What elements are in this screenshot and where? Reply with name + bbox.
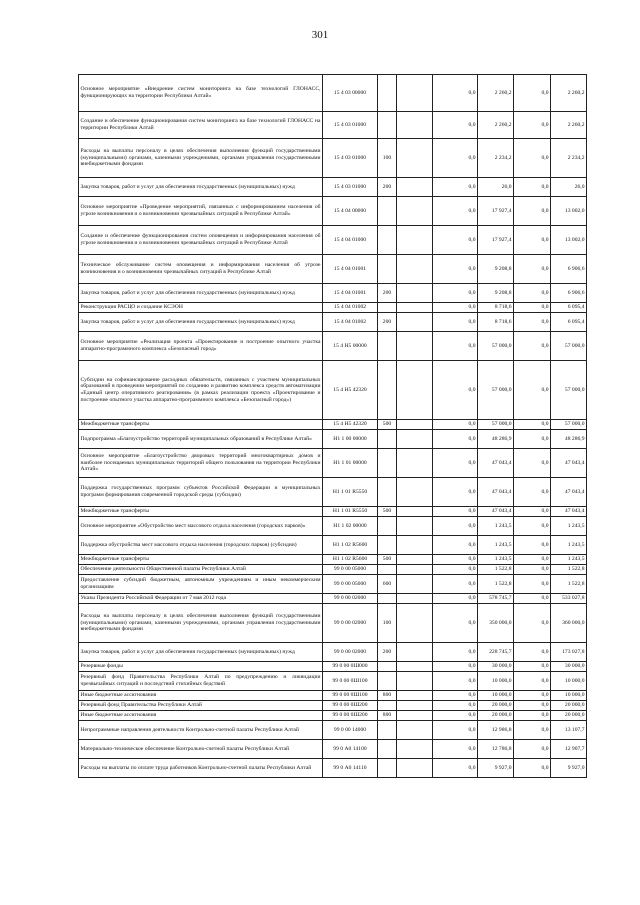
target-code: 15 4 Н5 00000 xyxy=(323,332,378,361)
row-name: Межбюджетные трансферты xyxy=(79,555,323,565)
table-row xyxy=(79,178,587,197)
row-name: Основное мероприятие «Обустройство мест массового отдыха населения (городских парков)» xyxy=(79,517,323,536)
table-row xyxy=(79,759,587,778)
row-name: Закупка товаров, работ и услуг для обеспечения государственных (муниципальных) нужд xyxy=(79,284,323,303)
budget-table xyxy=(78,74,587,778)
amount-year-2: 1 522,8 xyxy=(551,575,587,594)
target-code: Н1 1 02 R5600 xyxy=(323,536,378,555)
column-b-value: 0,0 xyxy=(433,565,478,575)
column-d-value: 0,0 xyxy=(514,313,551,332)
amount-year-1: 20 000,0 xyxy=(478,711,514,721)
amount-year-1: 57 000,0 xyxy=(478,361,514,420)
amount-year-1: 9 208,8 xyxy=(478,255,514,284)
target-code: 15 4 04 00000 xyxy=(323,197,378,226)
column-a-value xyxy=(397,507,433,517)
column-a-value xyxy=(397,112,433,139)
target-code: 99 0 00 0Ш100 xyxy=(323,691,378,701)
amount-year-2: 13 107,7 xyxy=(551,721,587,740)
column-d-value: 0,0 xyxy=(514,75,551,112)
expense-type xyxy=(378,75,397,112)
column-a-value xyxy=(397,575,433,594)
target-code: 15 4 03 01000 xyxy=(323,178,378,197)
expense-type: 600 xyxy=(378,575,397,594)
column-d-value: 0,0 xyxy=(514,565,551,575)
column-d-value: 0,0 xyxy=(514,643,551,662)
column-b-value: 0,0 xyxy=(433,672,478,691)
expense-type xyxy=(378,517,397,536)
expense-type: 200 xyxy=(378,284,397,303)
column-d-value: 0,0 xyxy=(514,536,551,555)
table-row xyxy=(79,691,587,701)
amount-year-2: 6 906,6 xyxy=(551,255,587,284)
expense-type xyxy=(378,303,397,313)
target-code: Н1 1 02 00000 xyxy=(323,517,378,536)
amount-year-1: 48 286,9 xyxy=(478,430,514,449)
amount-year-1: 57 000,0 xyxy=(478,332,514,361)
expense-type: 800 xyxy=(378,711,397,721)
column-b-value: 0,0 xyxy=(433,507,478,517)
amount-year-1: 10 000,0 xyxy=(478,672,514,691)
column-b-value: 0,0 xyxy=(433,361,478,420)
table-row xyxy=(79,740,587,759)
column-d-value: 0,0 xyxy=(514,759,551,778)
amount-year-1: 8 718,6 xyxy=(478,303,514,313)
expense-type xyxy=(378,565,397,575)
expense-type xyxy=(378,721,397,740)
table-row xyxy=(79,430,587,449)
column-a-value xyxy=(397,643,433,662)
expense-type xyxy=(378,759,397,778)
row-name: Закупка товаров, работ и услуг для обеспечения государственных (муниципальных) нужд xyxy=(79,313,323,332)
column-d-value: 0,0 xyxy=(514,594,551,604)
amount-year-2: 6 095,4 xyxy=(551,303,587,313)
expense-type xyxy=(378,740,397,759)
table-row xyxy=(79,332,587,361)
column-b-value: 0,0 xyxy=(433,604,478,643)
amount-year-2: 12 907,7 xyxy=(551,740,587,759)
amount-year-2: 10 000,0 xyxy=(551,672,587,691)
column-d-value: 0,0 xyxy=(514,740,551,759)
target-code: 15 4 Н5 42320 xyxy=(323,361,378,420)
row-name: Создание и обеспечение функционирования систем оповещения и информирования населения об угрозе возникновения и о возникновении чрезвычайных ситуаций в Республике Алтай xyxy=(79,226,323,255)
column-b-value: 0,0 xyxy=(433,430,478,449)
column-b-value: 0,0 xyxy=(433,420,478,430)
amount-year-2: 2 234,2 xyxy=(551,139,587,178)
amount-year-1: 350 000,0 xyxy=(478,604,514,643)
table-row xyxy=(79,701,587,711)
column-d-value: 0,0 xyxy=(514,507,551,517)
column-a-value xyxy=(397,740,433,759)
row-name: Создание и обеспечение функционирования систем мониторинга на базе технологий ГЛОНАСС на территории Республики Алтай xyxy=(79,112,323,139)
target-code: 15 4 03 00000 xyxy=(323,75,378,112)
amount-year-2: 13 002,0 xyxy=(551,226,587,255)
expense-type: 200 xyxy=(378,313,397,332)
column-d-value: 0,0 xyxy=(514,517,551,536)
target-code: 15 4 04 01000 xyxy=(323,226,378,255)
amount-year-1: 2 260,2 xyxy=(478,112,514,139)
column-a-value xyxy=(397,759,433,778)
expense-type: 800 xyxy=(378,691,397,701)
target-code: 15 4 04 01001 xyxy=(323,284,378,303)
table-row xyxy=(79,721,587,740)
table-row xyxy=(79,672,587,691)
amount-year-2: 173 027,8 xyxy=(551,643,587,662)
column-d-value: 0,0 xyxy=(514,112,551,139)
column-b-value: 0,0 xyxy=(433,536,478,555)
row-name: Указы Президента Российской Федерации от 7 мая 2012 года xyxy=(79,594,323,604)
row-name: Основное мероприятие «Проведение мероприятий, связанных с информированием населения об угрозе возникновения и о возникновении чрезвычайных ситуаций в Республике Алтай» xyxy=(79,197,323,226)
column-a-value xyxy=(397,75,433,112)
row-name: Основное мероприятие «Внедрение систем мониторинга на базе технологий ГЛОНАСС, функционирующих на территории Республики Алтай» xyxy=(79,75,323,112)
row-name: Основное мероприятие «Реализация проекта «Проектирование и построение опытного участка аппаратно-программного комплекса «Безопасный город» xyxy=(79,332,323,361)
amount-year-2: 47 043,4 xyxy=(551,507,587,517)
row-name: Межбюджетные трансферты xyxy=(79,507,323,517)
target-code: 15 4 04 01002 xyxy=(323,313,378,332)
column-a-value xyxy=(397,361,433,420)
column-d-value: 0,0 xyxy=(514,332,551,361)
amount-year-1: 20 000,0 xyxy=(478,701,514,711)
column-b-value: 0,0 xyxy=(433,112,478,139)
target-code: 99 0 А0 14110 xyxy=(323,759,378,778)
column-d-value: 0,0 xyxy=(514,575,551,594)
table-row xyxy=(79,643,587,662)
row-name: Подпрограмма «Благоустройство территорий муниципальных образований в Республике Алтай» xyxy=(79,430,323,449)
table-row xyxy=(79,449,587,478)
expense-type xyxy=(378,672,397,691)
target-code: 15 4 04 01002 xyxy=(323,303,378,313)
target-code: Н1 1 01 R5550 xyxy=(323,478,378,507)
column-a-value xyxy=(397,594,433,604)
expense-type xyxy=(378,112,397,139)
column-d-value: 0,0 xyxy=(514,478,551,507)
column-b-value: 0,0 xyxy=(433,313,478,332)
column-a-value xyxy=(397,449,433,478)
amount-year-1: 17 927,4 xyxy=(478,197,514,226)
column-d-value: 0,0 xyxy=(514,555,551,565)
amount-year-2: 48 286,9 xyxy=(551,430,587,449)
amount-year-2: 1 522,8 xyxy=(551,565,587,575)
column-a-value xyxy=(397,672,433,691)
target-code: 15 4 04 01001 xyxy=(323,255,378,284)
expense-type xyxy=(378,594,397,604)
row-name: Обеспечение деятельности Общественной палаты Республики Алтай xyxy=(79,565,323,575)
column-b-value: 0,0 xyxy=(433,303,478,313)
target-code: 15 4 Н5 42320 xyxy=(323,420,378,430)
column-a-value xyxy=(397,691,433,701)
table-row xyxy=(79,517,587,536)
column-d-value: 0,0 xyxy=(514,420,551,430)
expense-type: 200 xyxy=(378,178,397,197)
amount-year-1: 2 234,2 xyxy=(478,139,514,178)
expense-type xyxy=(378,536,397,555)
column-a-value xyxy=(397,604,433,643)
table-row xyxy=(79,478,587,507)
table-row xyxy=(79,75,587,112)
target-code: 99 0 00 02000 xyxy=(323,604,378,643)
column-d-value: 0,0 xyxy=(514,226,551,255)
amount-year-2: 9 927,0 xyxy=(551,759,587,778)
column-a-value xyxy=(397,701,433,711)
target-code: 99 0 00 05000 xyxy=(323,575,378,594)
column-a-value xyxy=(397,303,433,313)
amount-year-2: 30 000,0 xyxy=(551,662,587,672)
expense-type xyxy=(378,478,397,507)
table-row xyxy=(79,555,587,565)
amount-year-2: 2 260,2 xyxy=(551,112,587,139)
amount-year-2: 57 000,0 xyxy=(551,361,587,420)
row-name: Иные бюджетные ассигнования xyxy=(79,691,323,701)
amount-year-2: 1 243,5 xyxy=(551,555,587,565)
column-b-value: 0,0 xyxy=(433,643,478,662)
column-d-value: 0,0 xyxy=(514,672,551,691)
target-code: Н1 1 00 00000 xyxy=(323,430,378,449)
column-b-value: 0,0 xyxy=(433,178,478,197)
table-row xyxy=(79,662,587,672)
amount-year-1: 2 260,2 xyxy=(478,75,514,112)
column-a-value xyxy=(397,284,433,303)
row-name: Иные бюджетные ассигнования xyxy=(79,711,323,721)
column-d-value: 0,0 xyxy=(514,721,551,740)
target-code: 99 0 А0 14100 xyxy=(323,740,378,759)
column-b-value: 0,0 xyxy=(433,759,478,778)
table-row xyxy=(79,604,587,643)
expense-type xyxy=(378,449,397,478)
column-b-value: 0,0 xyxy=(433,255,478,284)
table-row xyxy=(79,565,587,575)
amount-year-2: 20 000,0 xyxy=(551,701,587,711)
page-number: 301 xyxy=(311,29,329,41)
column-b-value: 0,0 xyxy=(433,555,478,565)
amount-year-2: 26,0 xyxy=(551,178,587,197)
expense-type xyxy=(378,332,397,361)
amount-year-2: 57 000,0 xyxy=(551,420,587,430)
column-a-value xyxy=(397,332,433,361)
table-row xyxy=(79,575,587,594)
column-d-value: 0,0 xyxy=(514,449,551,478)
amount-year-1: 47 043,4 xyxy=(478,478,514,507)
amount-year-1: 12 986,8 xyxy=(478,721,514,740)
amount-year-1: 10 000,0 xyxy=(478,691,514,701)
amount-year-1: 17 927,4 xyxy=(478,226,514,255)
column-d-value: 0,0 xyxy=(514,303,551,313)
column-a-value xyxy=(397,536,433,555)
amount-year-1: 1 243,5 xyxy=(478,517,514,536)
column-a-value xyxy=(397,226,433,255)
amount-year-1: 57 000,0 xyxy=(478,420,514,430)
column-d-value: 0,0 xyxy=(514,711,551,721)
target-code: 99 0 00 0Ш200 xyxy=(323,701,378,711)
column-b-value: 0,0 xyxy=(433,449,478,478)
expense-type: 500 xyxy=(378,420,397,430)
amount-year-2: 20 000,0 xyxy=(551,711,587,721)
column-b-value: 0,0 xyxy=(433,75,478,112)
column-b-value: 0,0 xyxy=(433,332,478,361)
expense-type xyxy=(378,701,397,711)
target-code: 99 0 00 02000 xyxy=(323,643,378,662)
row-name: Реконструкция РАСЦО и создание КСЭОН xyxy=(79,303,323,313)
column-a-value xyxy=(397,420,433,430)
target-code: 99 0 00 02000 xyxy=(323,594,378,604)
target-code: Н1 1 02 R5600 xyxy=(323,555,378,565)
amount-year-1: 228 745,7 xyxy=(478,643,514,662)
column-d-value: 0,0 xyxy=(514,662,551,672)
amount-year-2: 47 043,4 xyxy=(551,449,587,478)
row-name: Непрограммные направления деятельности Контрольно-счетной палаты Республики Алтай xyxy=(79,721,323,740)
row-name: Поддержка государственных программ субъектов Российской Федерации и муниципальных программ формирования современной городской среды (субсидии) xyxy=(79,478,323,507)
row-name: Резервные фонды xyxy=(79,662,323,672)
expense-type xyxy=(378,197,397,226)
column-d-value: 0,0 xyxy=(514,604,551,643)
column-d-value: 0,0 xyxy=(514,361,551,420)
amount-year-1: 9 208,8 xyxy=(478,284,514,303)
table-row xyxy=(79,139,587,178)
amount-year-2: 10 000,0 xyxy=(551,691,587,701)
table-row xyxy=(79,255,587,284)
column-d-value: 0,0 xyxy=(514,701,551,711)
row-name: Расходы на выплаты персоналу в целях обеспечения выполнения функций государственными (муниципальными) органами, казенными учреждениями, органами управления государственными внебюджетными фондами xyxy=(79,604,323,643)
table-row xyxy=(79,361,587,420)
amount-year-1: 1 522,8 xyxy=(478,575,514,594)
target-code: Н1 1 01 00000 xyxy=(323,449,378,478)
column-a-value xyxy=(397,197,433,226)
column-a-value xyxy=(397,565,433,575)
column-a-value xyxy=(397,517,433,536)
expense-type xyxy=(378,361,397,420)
amount-year-2: 2 260,2 xyxy=(551,75,587,112)
column-b-value: 0,0 xyxy=(433,711,478,721)
column-b-value: 0,0 xyxy=(433,701,478,711)
column-b-value: 0,0 xyxy=(433,575,478,594)
expense-type xyxy=(378,255,397,284)
table-row xyxy=(79,420,587,430)
row-name: Расходы на выплаты по оплате труда работников Контрольно-счетной палаты Республики Алтай xyxy=(79,759,323,778)
amount-year-1: 47 043,4 xyxy=(478,449,514,478)
amount-year-1: 8 718,6 xyxy=(478,313,514,332)
row-name: Субсидии на софинансирование расходных обязательств, связанных с участием муниципальных образований в проведении мероприятий по созданию и развитию комплекса средств автоматизации «Единый центр оперативного реагирования» (в рамках реализации проекта «Проектирование и построение опытного участка аппаратно-программного комплекса «Безопасный город») xyxy=(79,361,323,420)
column-d-value: 0,0 xyxy=(514,197,551,226)
column-a-value xyxy=(397,178,433,197)
target-code: 15 4 03 01000 xyxy=(323,112,378,139)
expense-type: 200 xyxy=(378,643,397,662)
row-name: Материально-техническое обеспечение Контрольно-счетной палаты Республики Алтай xyxy=(79,740,323,759)
amount-year-1: 9 927,0 xyxy=(478,759,514,778)
column-a-value xyxy=(397,313,433,332)
column-b-value: 0,0 xyxy=(433,478,478,507)
amount-year-1: 30 000,0 xyxy=(478,662,514,672)
amount-year-2: 47 043,4 xyxy=(551,478,587,507)
expense-type xyxy=(378,662,397,672)
table-row xyxy=(79,303,587,313)
expense-type: 500 xyxy=(378,555,397,565)
target-code: 99 0 00 0Ш100 xyxy=(323,672,378,691)
table-row xyxy=(79,536,587,555)
target-code: 99 0 00 0Ш000 xyxy=(323,662,378,672)
table-row xyxy=(79,507,587,517)
column-b-value: 0,0 xyxy=(433,139,478,178)
target-code: 99 0 00 05000 xyxy=(323,565,378,575)
row-name: Предоставление субсидий бюджетным, автономным учреждениям и иным некоммерческим организациям xyxy=(79,575,323,594)
row-name: Расходы на выплаты персоналу в целях обеспечения выполнения функций государственными (муниципальными) органами, казенными учреждениями, органами управления государственными внебюджетными фондами xyxy=(79,139,323,178)
column-a-value xyxy=(397,721,433,740)
column-b-value: 0,0 xyxy=(433,691,478,701)
table-row xyxy=(79,313,587,332)
expense-type: 500 xyxy=(378,507,397,517)
table-row xyxy=(79,711,587,721)
table-row xyxy=(79,226,587,255)
row-name: Техническое обслуживание систем оповещения и информирования населения об угрозе возникновения и о возникновении чрезвычайных ситуаций в Республике Алтай xyxy=(79,255,323,284)
row-name: Поддержка обустройства мест массового отдыха населения (городских парков) (субсидии) xyxy=(79,536,323,555)
column-a-value xyxy=(397,139,433,178)
column-a-value xyxy=(397,430,433,449)
column-a-value xyxy=(397,478,433,507)
table-row xyxy=(79,284,587,303)
target-code: 15 4 03 01000 xyxy=(323,139,378,178)
amount-year-2: 1 243,5 xyxy=(551,536,587,555)
row-name: Закупка товаров, работ и услуг для обеспечения государственных (муниципальных) нужд xyxy=(79,643,323,662)
column-a-value xyxy=(397,711,433,721)
column-b-value: 0,0 xyxy=(433,662,478,672)
table-row xyxy=(79,594,587,604)
expense-type: 100 xyxy=(378,139,397,178)
amount-year-2: 13 002,0 xyxy=(551,197,587,226)
column-d-value: 0,0 xyxy=(514,178,551,197)
expense-type xyxy=(378,430,397,449)
amount-year-1: 578 745,7 xyxy=(478,594,514,604)
column-a-value xyxy=(397,662,433,672)
target-code: 99 0 00 14000 xyxy=(323,721,378,740)
amount-year-1: 47 043,4 xyxy=(478,507,514,517)
amount-year-2: 6 906,6 xyxy=(551,284,587,303)
amount-year-2: 360 000,0 xyxy=(551,604,587,643)
expense-type xyxy=(378,226,397,255)
column-a-value xyxy=(397,555,433,565)
column-d-value: 0,0 xyxy=(514,691,551,701)
row-name: Межбюджетные трансферты xyxy=(79,420,323,430)
column-b-value: 0,0 xyxy=(433,226,478,255)
column-d-value: 0,0 xyxy=(514,284,551,303)
amount-year-1: 12 786,8 xyxy=(478,740,514,759)
amount-year-1: 1 243,5 xyxy=(478,536,514,555)
amount-year-2: 6 095,4 xyxy=(551,313,587,332)
amount-year-1: 26,0 xyxy=(478,178,514,197)
target-code: Н1 1 01 R5550 xyxy=(323,507,378,517)
amount-year-1: 1 243,5 xyxy=(478,555,514,565)
amount-year-2: 533 027,8 xyxy=(551,594,587,604)
expense-type: 100 xyxy=(378,604,397,643)
amount-year-2: 1 243,5 xyxy=(551,517,587,536)
amount-year-1: 1 522,8 xyxy=(478,565,514,575)
target-code: 99 0 00 0Ш200 xyxy=(323,711,378,721)
row-name: Резервный фонд Правительства Республики Алтай xyxy=(79,701,323,711)
column-b-value: 0,0 xyxy=(433,197,478,226)
column-d-value: 0,0 xyxy=(514,255,551,284)
column-d-value: 0,0 xyxy=(514,139,551,178)
column-b-value: 0,0 xyxy=(433,284,478,303)
row-name: Основное мероприятие «Благоустройство дворовых территорий многоквартирных домов и наиболее посещаемых муниципальных территорий общего пользования на территории Республики Алтай» xyxy=(79,449,323,478)
column-d-value: 0,0 xyxy=(514,430,551,449)
column-b-value: 0,0 xyxy=(433,740,478,759)
column-b-value: 0,0 xyxy=(433,517,478,536)
table-row xyxy=(79,197,587,226)
table-row xyxy=(79,112,587,139)
row-name: Резервный фонд Правительства Республики Алтай по предупреждению и ликвидации чрезвычайных ситуаций и последствий стихийных бедствий xyxy=(79,672,323,691)
row-name: Закупка товаров, работ и услуг для обеспечения государственных (муниципальных) нужд xyxy=(79,178,323,197)
column-a-value xyxy=(397,255,433,284)
column-b-value: 0,0 xyxy=(433,594,478,604)
amount-year-2: 57 000,0 xyxy=(551,332,587,361)
column-b-value: 0,0 xyxy=(433,721,478,740)
